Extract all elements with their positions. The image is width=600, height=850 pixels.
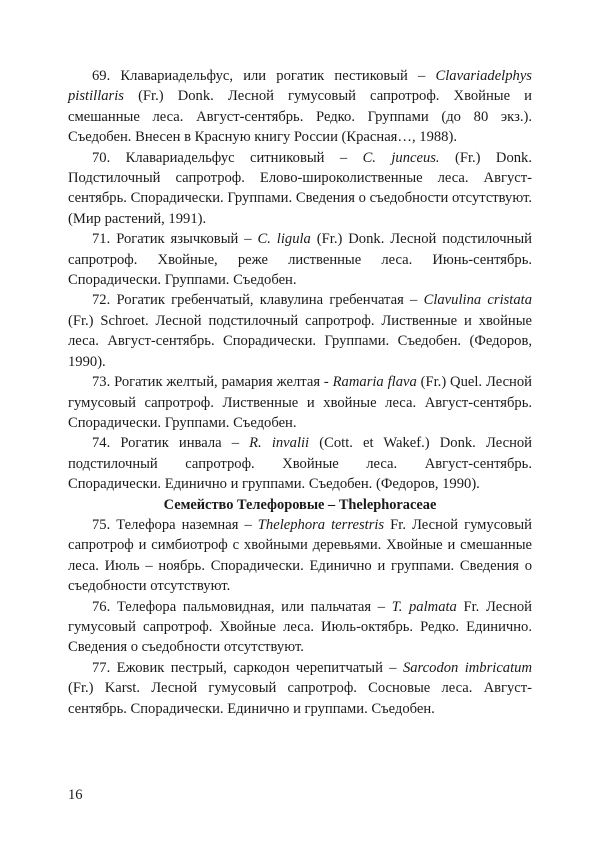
entry-common-name: Телефора пальмовидная, или пальчатая – — [116, 598, 392, 615]
entry-latin-name: C. junceus. — [362, 149, 440, 166]
entry-number: 69. — [92, 68, 111, 84]
page-number: 16 — [68, 787, 83, 803]
family-heading: Семейство Телефоровые – Thelephoraceae — [163, 496, 437, 513]
entry-latin-name: T. palmata — [391, 598, 457, 615]
entry-description: (Fr.) Schroet. Лесной подстилочный сапротроф. Лиственные и хвойные леса. Август-сентябрь. Спорадически. Группами. Съедобен. (Федоров, 1990). — [68, 312, 532, 370]
entry-number: 72. — [92, 292, 111, 309]
entry-common-name: Рогатик гребенчатый, клавулина гребенчатая – — [116, 292, 424, 309]
species-entry-70 — [68, 148, 532, 230]
entry-description: (Fr.) Quel. Лесной гумусовый сапротроф. Лиственные и хвойные леса. Август-сентябрь. Спорадически. Группами. Съедобен. — [68, 374, 532, 431]
entry-description: Fr. Лесной гумусовый сапротроф и симбиотроф с хвойными деревьями. Хвойные и смешанные леса. Июль – ноябрь. Спорадически. Единично и группами. Сведения о съедобности отсутствуют. — [68, 516, 532, 595]
entry-latin-name: Clavulina cristata — [423, 292, 533, 309]
species-entry-75 — [68, 515, 532, 597]
species-entry-73 — [68, 372, 532, 433]
entry-latin-name: C. ligula — [257, 231, 311, 248]
document-body — [68, 66, 532, 719]
entry-description: (Cott. et Wakef.) Donk. Лесной подстилочный сапротроф. Хвойные леса. Август-сентябрь. Спорадически. Единично и группами. Съедобен. (Федоров, 1990). — [68, 435, 532, 493]
species-entry-71 — [68, 229, 532, 290]
entry-number: 71. — [92, 231, 111, 248]
entry-description: (Fr.) Donk. Лесной подстилочный сапротроф. Хвойные, реже лиственные леса. Июнь-сентябрь. Спорадически. Группами. Съедобен. — [68, 231, 532, 289]
entry-latin-name: Ramaria flava — [332, 374, 417, 391]
entry-latin-name: R. invalii — [249, 435, 310, 452]
entry-description: Fr. Лесной гумусовый сапротроф. Хвойные леса. Июль-октябрь. Редко. Единично. Сведения о съедобности отсутствуют. — [68, 598, 532, 656]
entry-latin-name: Thelephora terrestris — [257, 516, 385, 533]
entry-latin-name: Clavariadelphys pistillaris — [68, 68, 532, 105]
entry-description: (Fr.) Donk. Подстилочный сапротроф. Елово-широколиственные леса. Август-сентябрь. Спорадически. Группами. Сведения о съедобности отсутствуют. (Мир растений, 1991). — [68, 149, 532, 227]
entry-description: (Fr.) Donk. Лесной гумусовый сапротроф. Хвойные и смешанные леса. Август-сентябрь. Редко. Группами (до 80 экз.). Съедобен. Внесен в Красную книгу России (Красная…, 1988). — [68, 88, 532, 146]
entry-description: (Fr.) Karst. Лесной гумусовый сапротроф. Сосновые леса. Август-сентябрь. Спорадически. Единично и группами. Съедобен. — [68, 680, 532, 717]
entry-number: 75. — [92, 516, 111, 533]
entry-number: 70. — [92, 149, 111, 166]
entry-common-name: Клавариадельфус, или рогатик пестиковый – — [120, 68, 436, 84]
entry-common-name: Клавариадельфус ситниковый – — [125, 149, 363, 166]
species-entry-74 — [68, 433, 532, 494]
entry-number: 74. — [92, 435, 111, 452]
entry-common-name: Рогатик инвала – — [120, 435, 250, 452]
entry-common-name: Рогатик желтый, рамария желтая - — [114, 374, 333, 391]
entry-number: 76. — [92, 598, 111, 615]
entry-number: 73. — [92, 374, 111, 391]
species-entry-77 — [68, 658, 532, 719]
entry-number: 77. — [92, 659, 111, 676]
species-entry-76 — [68, 597, 532, 658]
entry-common-name: Ежовик пестрый, саркодон черепитчатый – — [116, 659, 403, 676]
entry-common-name: Рогатик язычковый – — [116, 231, 258, 248]
entry-latin-name: Sarcodon imbricatum — [402, 659, 532, 676]
entry-common-name: Телефора наземная – — [116, 516, 258, 533]
species-entry-69 — [68, 66, 532, 148]
species-entry-72 — [68, 290, 532, 372]
